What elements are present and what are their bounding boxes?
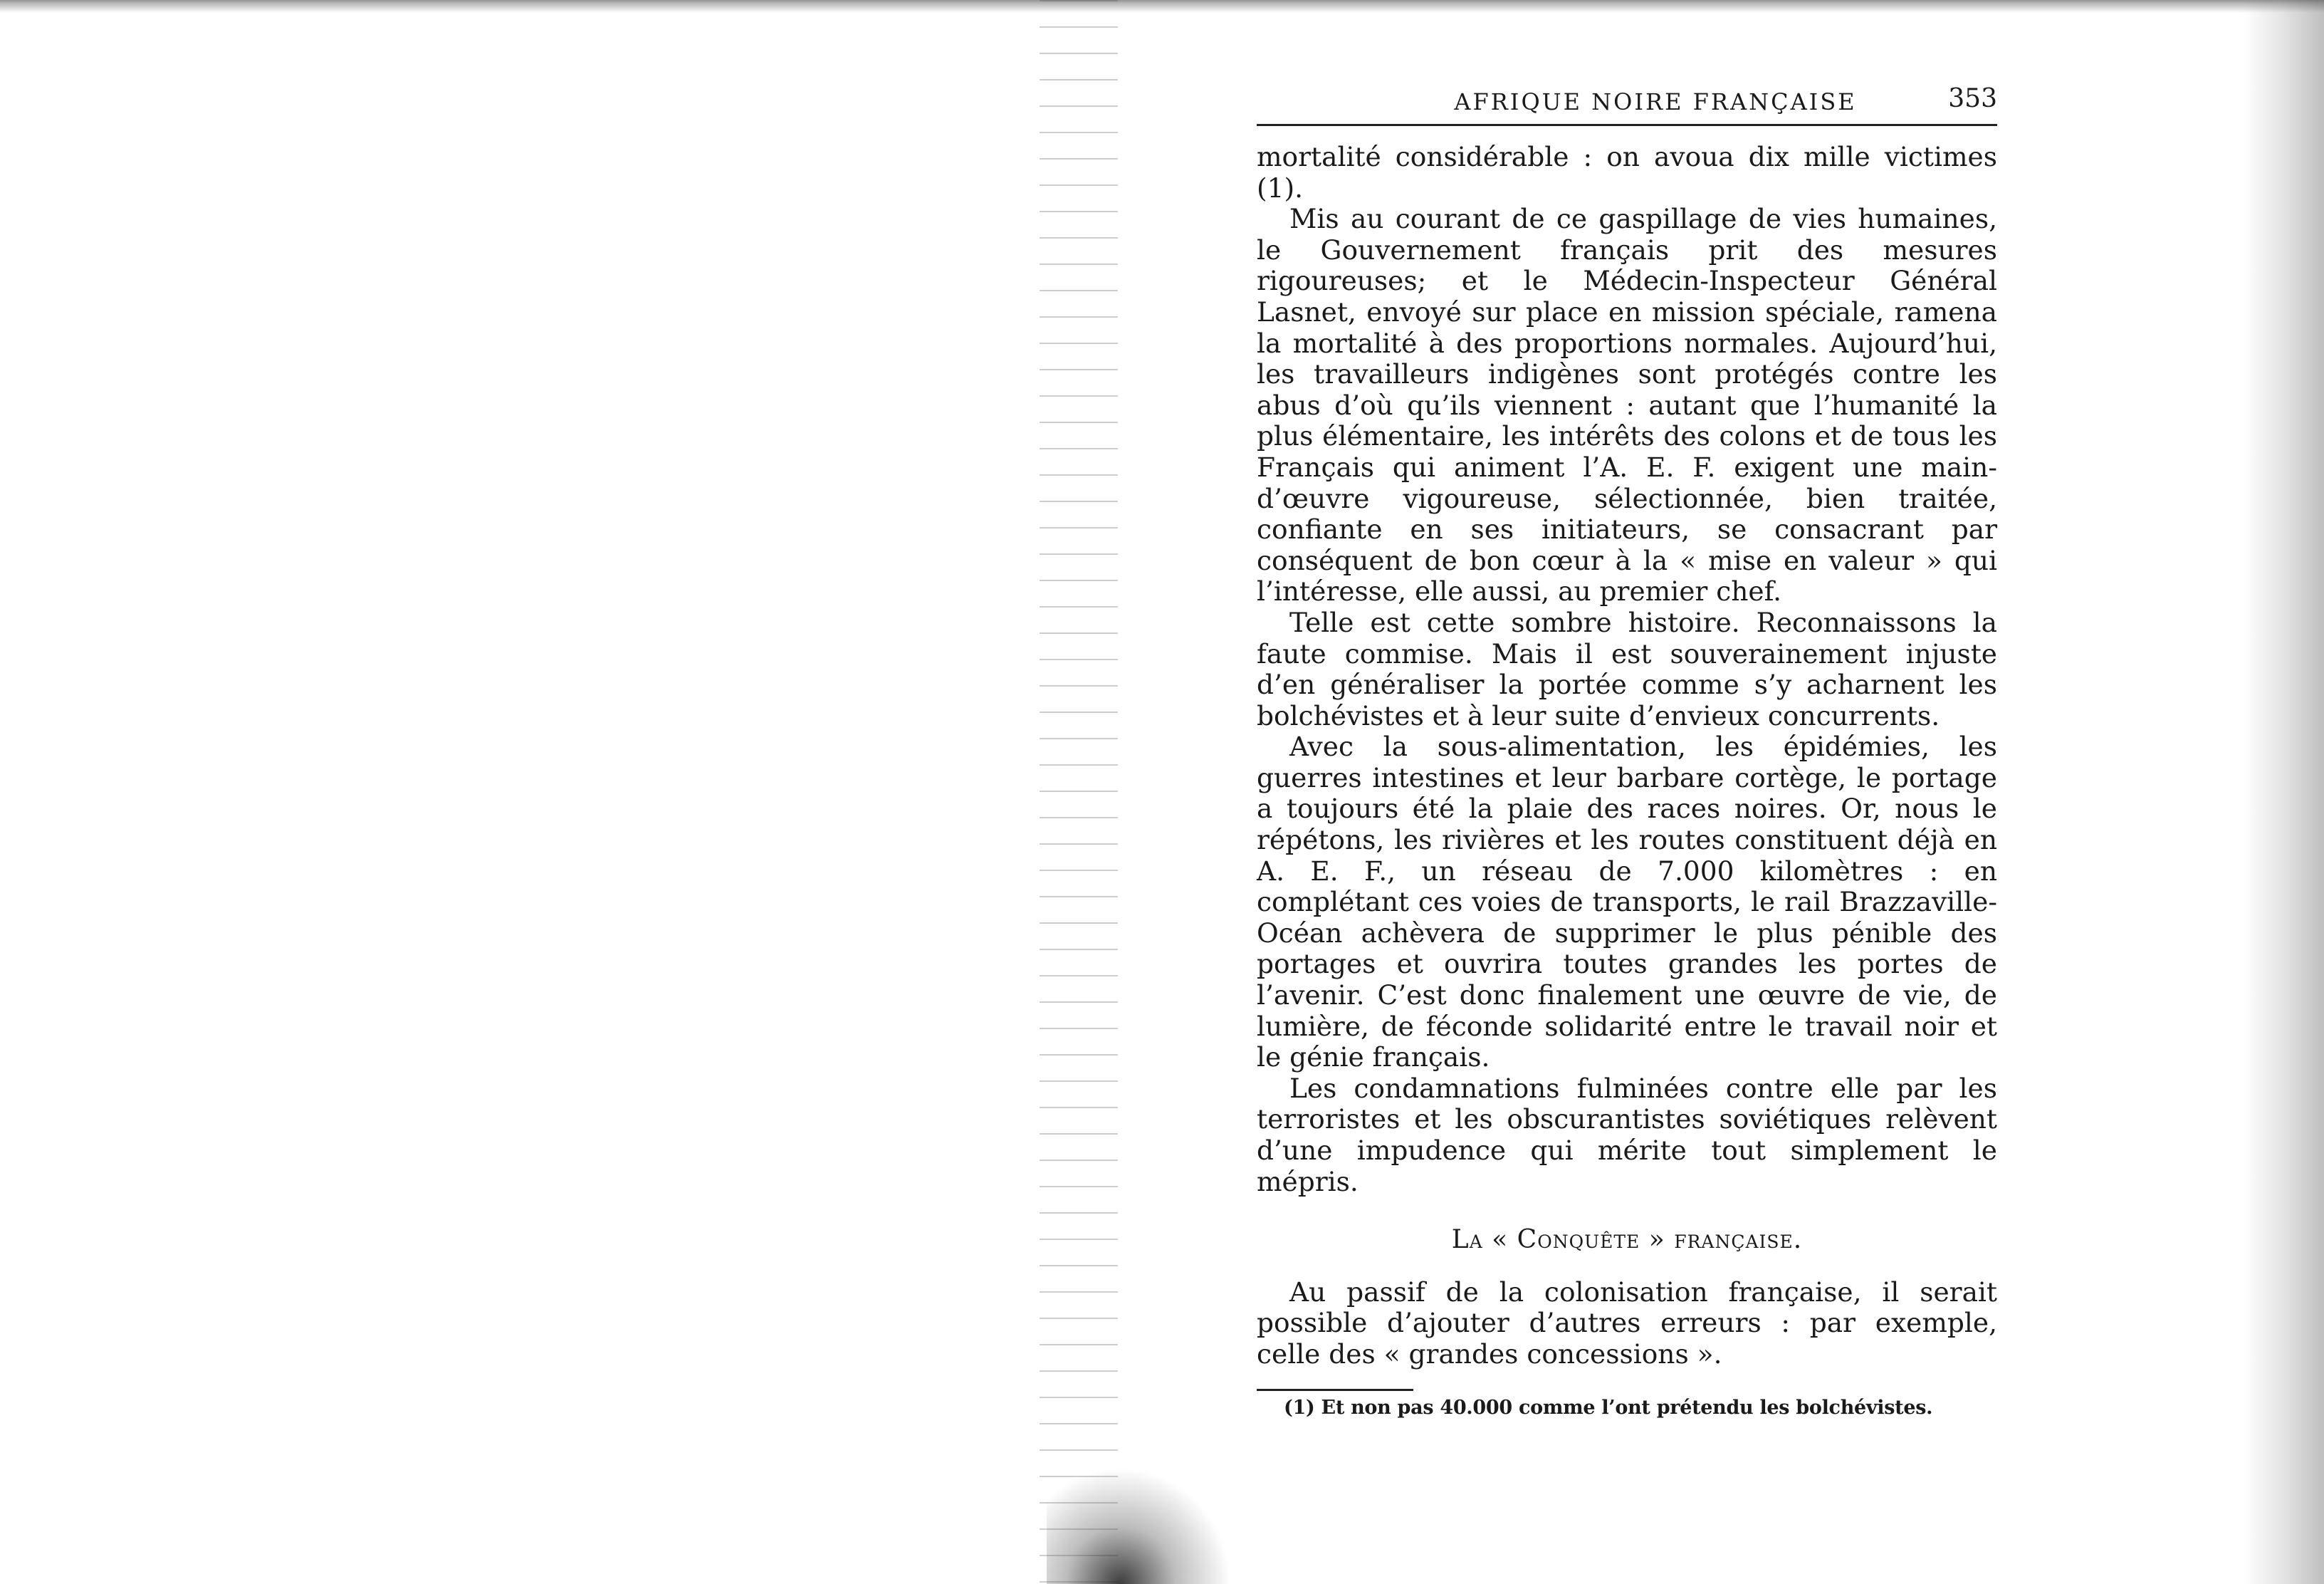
book-page: [1257, 84, 1997, 1419]
body-text: [1257, 142, 1997, 1370]
paragraph: Mis au courant de ce gaspillage de vies humaines, le Gouvernement français prit des mesures rigoureuses; et le Médecin-Inspecteur Général Lasnet, envoyé sur place en mission spéciale, ramena la mortalité à des proportions normales. Aujourd’hui, les travailleurs indigènes sont protégés contre les abus d’où qu’ils viennent : autant que l’humanité la plus élémentaire, les intérêts des colons et de tous les Français qui animent l’A. E. F. exigent une main-d’œuvre vigoureuse, sélectionnée, bien traitée, confiante en ses initiateurs, se consacrant par conséquent de bon cœur à la « mise en valeur » qui l’intéresse, elle aussi, au premier chef.: [1257, 203, 1997, 608]
running-title: AFRIQUE NOIRE FRANÇAISE: [1454, 88, 1857, 115]
paragraph: Les condamnations fulminées contre elle par les terroristes et les obscurantistes soviétiques relèvent d’une impudence qui mérite tout simplement le mépris.: [1257, 1072, 1997, 1197]
paragraph: mortalité considérable : on avoua dix mille victimes (1).: [1257, 141, 1997, 204]
footnote: (1) Et non pas 40.000 comme l’ont prétendu les bolchévistes.: [1284, 1396, 1933, 1419]
paragraph: Au passif de la colonisation française, il serait possible d’ajouter d’autres erreurs : par exemple, celle des « grandes concessions ».: [1257, 1276, 1997, 1370]
page-edge-shadow: [2243, 0, 2324, 1584]
paragraph: Telle est cette sombre histoire. Reconnaissons la faute commise. Mais il est souverainement injuste d’en généraliser la portée comme s’y acharnent les bolchévistes et à leur suite d’envieux concurrents.: [1257, 606, 1997, 731]
paragraph: Avec la sous-alimentation, les épidémies, les guerres intestines et leur barbare cortège, le portage a toujours été la plaie des races noires. Or, nous le répétons, les rivières et les routes constituent déjà en A. E. F., un réseau de 7.000 kilomètres : en complétant ces voies de transports, le rail Brazzaville-Océan achèvera de supprimer le plus pénible des portages et ouvrira toutes grandes les portes de l’avenir. C’est donc finalement une œuvre de vie, de lumière, de féconde solidarité entre le travail noir et le génie français.: [1257, 731, 1997, 1073]
footnote-rule: [1257, 1389, 1413, 1391]
scan-top-shadow: [0, 0, 2324, 28]
running-head: [1257, 84, 1997, 126]
page-number: 353: [1948, 84, 1997, 113]
section-heading: La « Conquête » française.: [1451, 1225, 1803, 1255]
book-gutter: [1040, 0, 1118, 1584]
gutter-shadow: [1047, 1467, 1232, 1584]
